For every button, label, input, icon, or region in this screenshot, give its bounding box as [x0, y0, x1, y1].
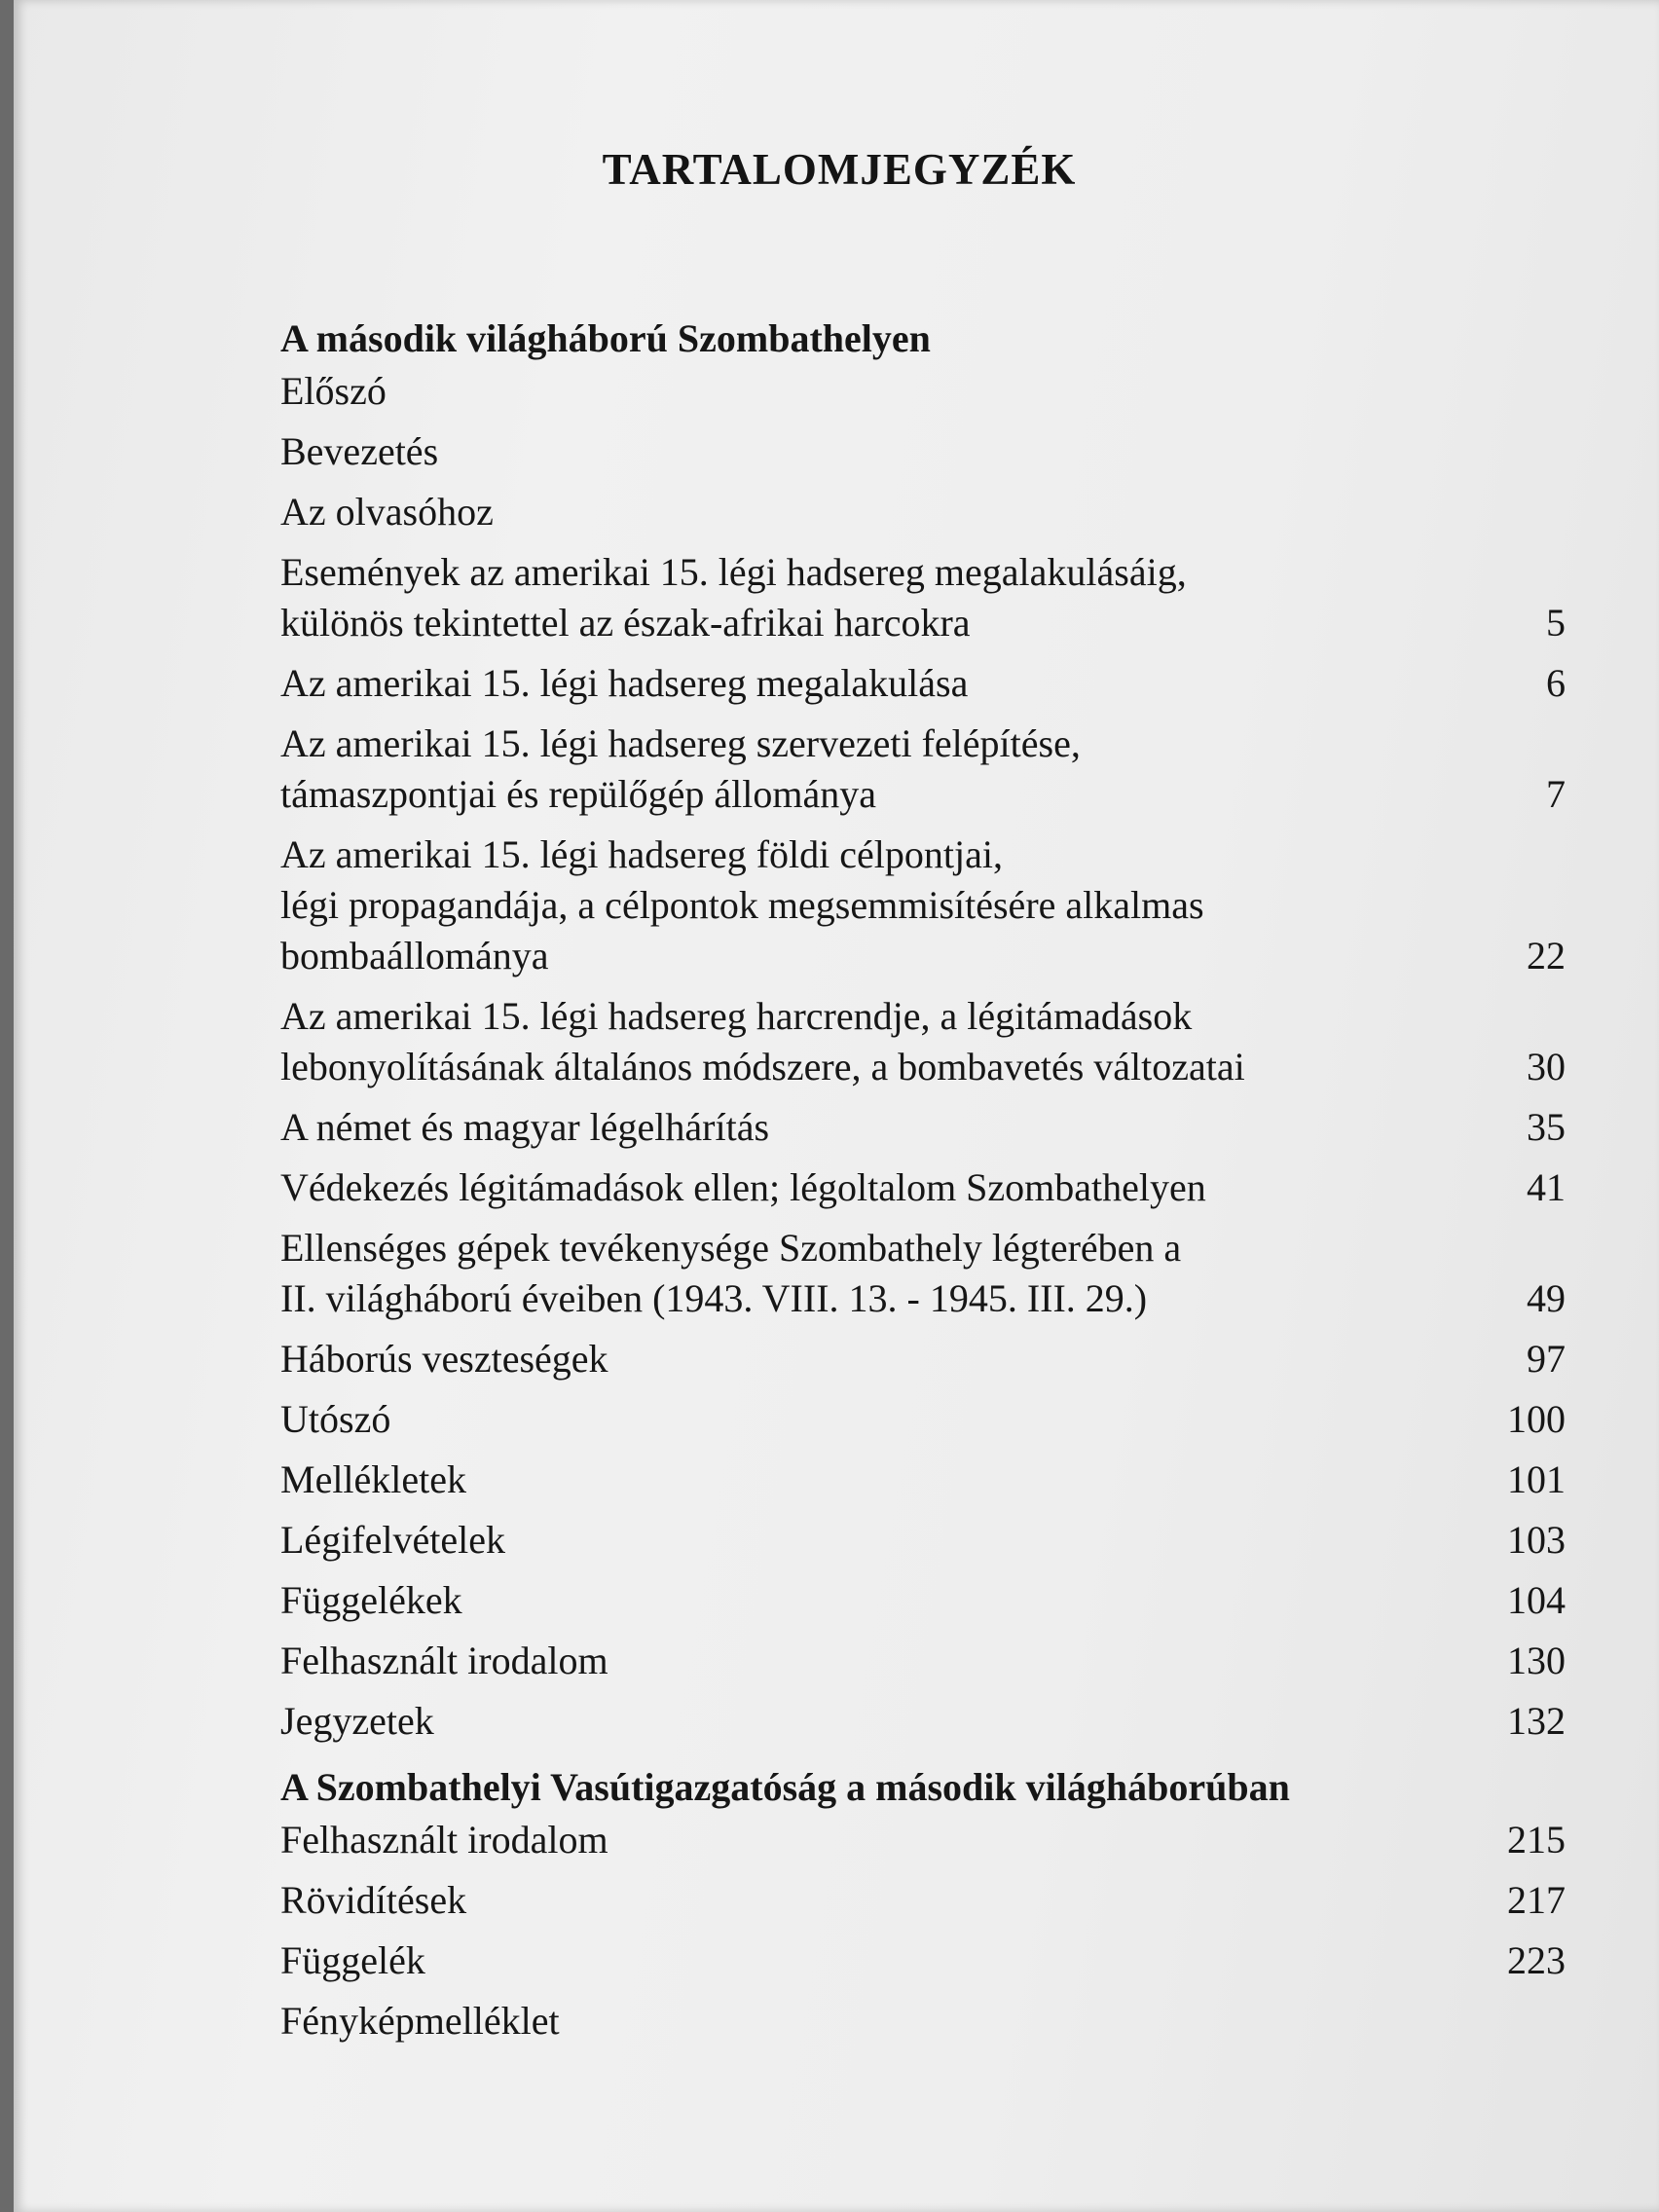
toc-entry-page-number: 100: [1507, 1397, 1566, 1441]
toc-entry-page-number: 101: [1507, 1457, 1566, 1501]
toc-entry-page-number: 132: [1507, 1699, 1566, 1743]
toc-entry-title: Az olvasóhoz: [280, 490, 494, 534]
toc-entry-title: Védekezés légitámadások ellen; légoltalom Szombathelyen: [280, 1165, 1206, 1209]
toc-entry: [280, 1815, 1566, 1865]
toc-entry-page-number: 223: [1507, 1938, 1566, 1982]
toc-entry-title: Függelék: [280, 1938, 425, 1982]
toc-entry: [280, 1875, 1566, 1926]
toc-entry-page-number: 103: [1507, 1518, 1566, 1562]
toc-entry: [280, 991, 1566, 1092]
toc-entry-page-number: 5: [1546, 601, 1566, 645]
toc-entry-title: Rövidítések: [280, 1878, 467, 1922]
toc-entry: [280, 1936, 1566, 1986]
toc-entry-page-number: 22: [1527, 934, 1566, 977]
toc-entry-page-number: 35: [1527, 1105, 1566, 1149]
toc-entry-title: Az amerikai 15. légi hadsereg megalakulása: [280, 661, 969, 705]
page-title: TARTALOMJEGYZÉK: [602, 145, 1077, 194]
toc-entry: [280, 1696, 1566, 1747]
toc-entry-title: Ellenséges gépek tevékenysége Szombathely légterében a II. világháború éveiben (1943. VIII. 13. - 1945. III. 29.): [280, 1226, 1182, 1320]
toc-entry-title: Az amerikai 15. légi hadsereg szervezeti felépítése, támaszpontjai és repülőgép állománya: [280, 721, 1081, 816]
toc-entry: [280, 547, 1566, 648]
toc-entry-title: Az amerikai 15. légi hadsereg földi célpontjai, légi propagandája, a célpontok megsemmisítésére alkalmas bombaállománya: [280, 832, 1204, 977]
toc-entry: [280, 1223, 1566, 1324]
toc-entry-page-number: 97: [1527, 1337, 1566, 1381]
toc-entry: [280, 1394, 1566, 1445]
toc-entry-title: Függelékek: [280, 1578, 462, 1622]
toc-entry-title: Fényképmelléklet: [280, 1999, 560, 2043]
toc-entry: [280, 1102, 1566, 1153]
toc-entry-page-number: 41: [1527, 1165, 1566, 1209]
toc-entry-page-number: 30: [1527, 1045, 1566, 1088]
toc-entry: [280, 1455, 1566, 1505]
toc-entry: [280, 487, 1566, 537]
toc-entry: [280, 366, 1566, 417]
toc-entry-title: Mellékletek: [280, 1457, 467, 1501]
toc-entry: [280, 426, 1566, 477]
toc-entry-title: Jegyzetek: [280, 1699, 434, 1743]
toc-entry: [280, 658, 1566, 709]
toc-entry-title: Az amerikai 15. légi hadsereg harcrendje, a légitámadások lebonyolításának általános módszere, a bombavetés változatai: [280, 994, 1245, 1088]
toc-entry-page-number: 130: [1507, 1639, 1566, 1682]
toc-entry-title: A német és magyar légelhárítás: [280, 1105, 770, 1149]
toc-entry-page-number: 215: [1507, 1818, 1566, 1862]
toc-entry-title: Légifelvételek: [280, 1518, 505, 1562]
toc-entry-page-number: 49: [1527, 1276, 1566, 1320]
toc-entry: [280, 1515, 1566, 1566]
toc-entry-title: Utószó: [280, 1397, 391, 1441]
toc-entry-title: Bevezetés: [280, 429, 439, 473]
toc-entry-page-number: 6: [1546, 661, 1566, 705]
toc-entry: [280, 1575, 1566, 1626]
toc-entry-title: Események az amerikai 15. légi hadsereg megalakulásáig, különös tekintettel az észak-afrikai harcokra: [280, 550, 1187, 645]
toc-entry: [280, 1636, 1566, 1686]
toc-entry-title: Előszó: [280, 369, 387, 413]
section-heading: A Szombathelyi Vasútigazgatóság a második világháborúban: [280, 1765, 1290, 1809]
toc-entry: [280, 1162, 1566, 1213]
toc-entry-page-number: 7: [1546, 772, 1566, 816]
toc-entry-title: Háborús veszteségek: [280, 1337, 608, 1381]
toc-entry-page-number: 217: [1507, 1878, 1566, 1922]
toc-entry: [280, 830, 1566, 981]
toc-entry: [280, 719, 1566, 820]
toc-entry-title: Felhasznált irodalom: [280, 1818, 608, 1862]
toc-entry: [280, 1334, 1566, 1384]
toc-entry-page-number: 104: [1507, 1578, 1566, 1622]
toc-entry-title: Felhasznált irodalom: [280, 1639, 608, 1682]
toc-entry: [280, 1996, 1566, 2046]
table-of-contents: [280, 312, 1566, 2056]
section-heading: A második világháború Szombathelyen: [280, 316, 931, 360]
